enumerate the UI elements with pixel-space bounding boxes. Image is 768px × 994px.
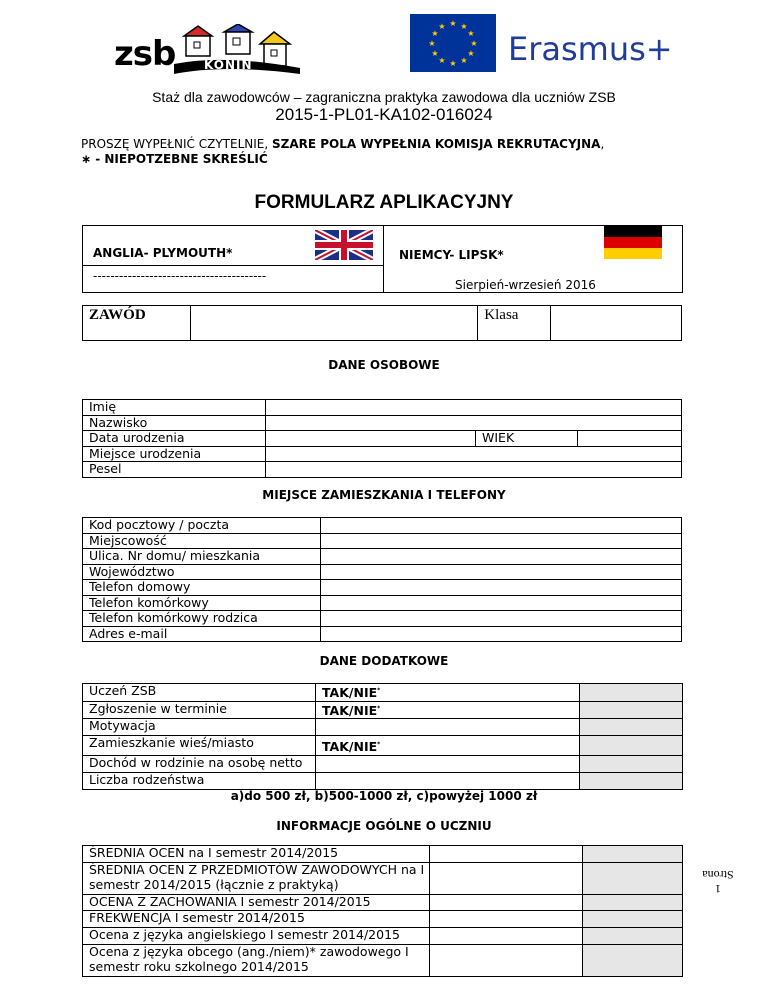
svg-text:★: ★ xyxy=(431,49,439,58)
address-row-label: Telefon komórkowy xyxy=(83,595,321,611)
parent-phone-field[interactable] xyxy=(321,611,682,627)
erasmus-logo-text: Erasmus+ xyxy=(508,30,673,68)
committee-cell xyxy=(580,755,683,772)
general-row-label: OCENA Z ZACHOWANIA I semestr 2014/2015 xyxy=(83,895,430,911)
instructions-end: , xyxy=(600,137,605,151)
destination-uk[interactable]: ANGLIA- PLYMOUTH* xyxy=(93,246,233,260)
eu-flag-icon xyxy=(410,14,496,72)
profession-field[interactable] xyxy=(190,306,478,341)
class-label: Klasa xyxy=(478,306,551,341)
svg-text:★: ★ xyxy=(438,56,446,65)
profession-table xyxy=(82,305,682,341)
additional-heading: DANE DODATKOWE xyxy=(319,654,449,668)
zsb-logo-subtext: KONIN xyxy=(204,58,253,72)
personal-row-label: Data urodzenia xyxy=(83,431,266,447)
income-note: a)do 500 zł, b)500-1000 zł, c)powyżej 1000 zł xyxy=(230,789,538,803)
first-name-field[interactable] xyxy=(266,400,682,416)
zsb-logo-text: zsb xyxy=(114,34,176,74)
instructions-plain: PROSZĘ WYPEŁNIĆ CZYTELNIE, xyxy=(81,137,272,151)
address-row-label: Województwo xyxy=(83,564,321,580)
committee-cell xyxy=(583,863,683,895)
personal-heading: DANE OSOBOWE xyxy=(328,358,440,372)
home-phone-field[interactable] xyxy=(321,580,682,596)
grade-field[interactable] xyxy=(430,911,583,928)
mobile-phone-field[interactable] xyxy=(321,595,682,611)
committee-cell xyxy=(583,846,683,863)
personal-row-label: Pesel xyxy=(83,462,266,478)
address-row-label: Adres e-mail xyxy=(83,626,321,642)
grade-field[interactable] xyxy=(430,895,583,911)
age-label: WIEK xyxy=(476,431,578,447)
personal-row-label: Imię xyxy=(83,400,266,416)
voivodeship-field[interactable] xyxy=(321,564,682,580)
address-row-label: Kod pocztowy / poczta xyxy=(83,518,321,534)
page-footer xyxy=(700,868,736,896)
personal-table xyxy=(82,399,682,478)
additional-row-label: Zamieszkanie wieś/miasto xyxy=(83,736,316,756)
committee-cell xyxy=(580,701,683,719)
committee-cell xyxy=(583,895,683,911)
svg-text:★: ★ xyxy=(467,49,475,58)
project-title: Staż dla zawodowców – zagraniczna praktyka zawodowa dla uczniów ZSB xyxy=(152,89,616,105)
additional-row-label: Liczba rodzeństwa xyxy=(83,772,316,789)
siblings-field[interactable] xyxy=(316,772,580,789)
instructions-line1 xyxy=(81,137,604,151)
germany-flag-icon xyxy=(604,226,662,259)
email-field[interactable] xyxy=(321,626,682,642)
instructions-bold: SZARE POLA WYPEŁNIA KOMISJA REKRUTACYJNA xyxy=(271,137,601,151)
svg-text:★: ★ xyxy=(431,29,439,38)
svg-text:★: ★ xyxy=(449,19,457,28)
committee-cell xyxy=(580,719,683,736)
committee-cell xyxy=(580,772,683,789)
project-code: 2015-1-PL01-KA102-016024 xyxy=(275,105,493,124)
zsb-logo xyxy=(114,24,304,82)
svg-text:★: ★ xyxy=(470,39,478,48)
svg-text:★: ★ xyxy=(460,22,468,31)
general-heading: INFORMACJE OGÓLNE O UCZNIU xyxy=(276,819,492,833)
committee-cell xyxy=(580,684,683,702)
profession-label: ZAWÓD xyxy=(83,306,191,341)
personal-row-label: Nazwisko xyxy=(83,415,266,431)
birth-date-field[interactable] xyxy=(266,431,476,447)
address-row-label: Telefon komórkowy rodzica xyxy=(83,611,321,627)
form-title: FORMULARZ APLIKACYJNY xyxy=(254,192,514,213)
general-row-label: FREKWENCJA I semestr 2014/2015 xyxy=(83,911,430,928)
income-field[interactable] xyxy=(316,755,580,772)
grade-field[interactable] xyxy=(430,928,583,945)
general-row-label: Ocena z języka obcego (ang./niem)* zawodowego I semestr roku szkolnego 2014/2015 xyxy=(83,945,430,977)
svg-text:★: ★ xyxy=(449,59,457,68)
class-field[interactable] xyxy=(551,306,682,341)
yes-no-option[interactable]: TAK/NIE* xyxy=(316,736,580,756)
postal-code-field[interactable] xyxy=(321,518,682,534)
birth-place-field[interactable] xyxy=(266,446,682,462)
age-field[interactable] xyxy=(578,431,682,447)
committee-cell xyxy=(580,736,683,756)
address-heading: MIEJSCE ZAMIESZKANIA I TELEFONY xyxy=(262,488,506,502)
additional-row-label: Zgłoszenie w terminie xyxy=(83,701,316,719)
page-number: 1 xyxy=(715,882,721,896)
committee-cell xyxy=(583,928,683,945)
general-row-label: ŚREDNIA OCEN Z PRZEDMIOTÓW ZAWODOWYCH na I semestr 2014/2015 (łącznie z praktyką) xyxy=(83,863,430,895)
destinations-box xyxy=(82,225,683,293)
general-table xyxy=(82,845,683,977)
additional-row-label: Motywacja xyxy=(83,719,316,736)
instructions-line2: ∗ - NIEPOTZEBNE SKREŚLIĆ xyxy=(81,152,268,166)
destination-uk-dashes: ---------------------------------------- xyxy=(93,269,267,283)
additional-row-label: Uczeń ZSB xyxy=(83,684,316,702)
yes-no-option[interactable]: TAK/NIE* xyxy=(316,701,580,719)
committee-cell xyxy=(583,911,683,928)
additional-table xyxy=(82,683,683,790)
address-row-label: Miejscowość xyxy=(83,533,321,549)
svg-text:★: ★ xyxy=(428,39,436,48)
grade-field[interactable] xyxy=(430,846,583,863)
grade-field[interactable] xyxy=(430,863,583,895)
page-word: Strona xyxy=(702,868,734,882)
pesel-field[interactable] xyxy=(266,462,682,478)
city-field[interactable] xyxy=(321,533,682,549)
personal-row-label: Miejsce urodzenia xyxy=(83,446,266,462)
general-row-label: Ocena z języka angielskiego I semestr 2014/2015 xyxy=(83,928,430,945)
address-row-label: Telefon domowy xyxy=(83,580,321,596)
svg-text:★: ★ xyxy=(467,29,475,38)
destination-de-dates: Sierpień-wrzesień 2016 xyxy=(455,278,596,292)
destination-de[interactable]: NIEMCY- LIPSK* xyxy=(399,248,504,262)
additional-row-label: Dochód w rodzinie na osobę netto xyxy=(83,755,316,772)
address-row-label: Ulica. Nr domu/ mieszkania xyxy=(83,549,321,565)
general-row-label: ŚREDNIA OCEN na I semestr 2014/2015 xyxy=(83,846,430,863)
uk-flag-icon xyxy=(315,230,373,260)
motivation-field[interactable] xyxy=(316,719,580,736)
last-name-field[interactable] xyxy=(266,415,682,431)
address-table xyxy=(82,517,682,642)
street-field[interactable] xyxy=(321,549,682,565)
svg-text:★: ★ xyxy=(460,56,468,65)
svg-text:★: ★ xyxy=(438,22,446,31)
yes-no-option[interactable]: TAK/NIE* xyxy=(316,684,580,702)
committee-cell xyxy=(583,945,683,977)
erasmus-logo xyxy=(410,14,710,76)
grade-field[interactable] xyxy=(430,945,583,977)
